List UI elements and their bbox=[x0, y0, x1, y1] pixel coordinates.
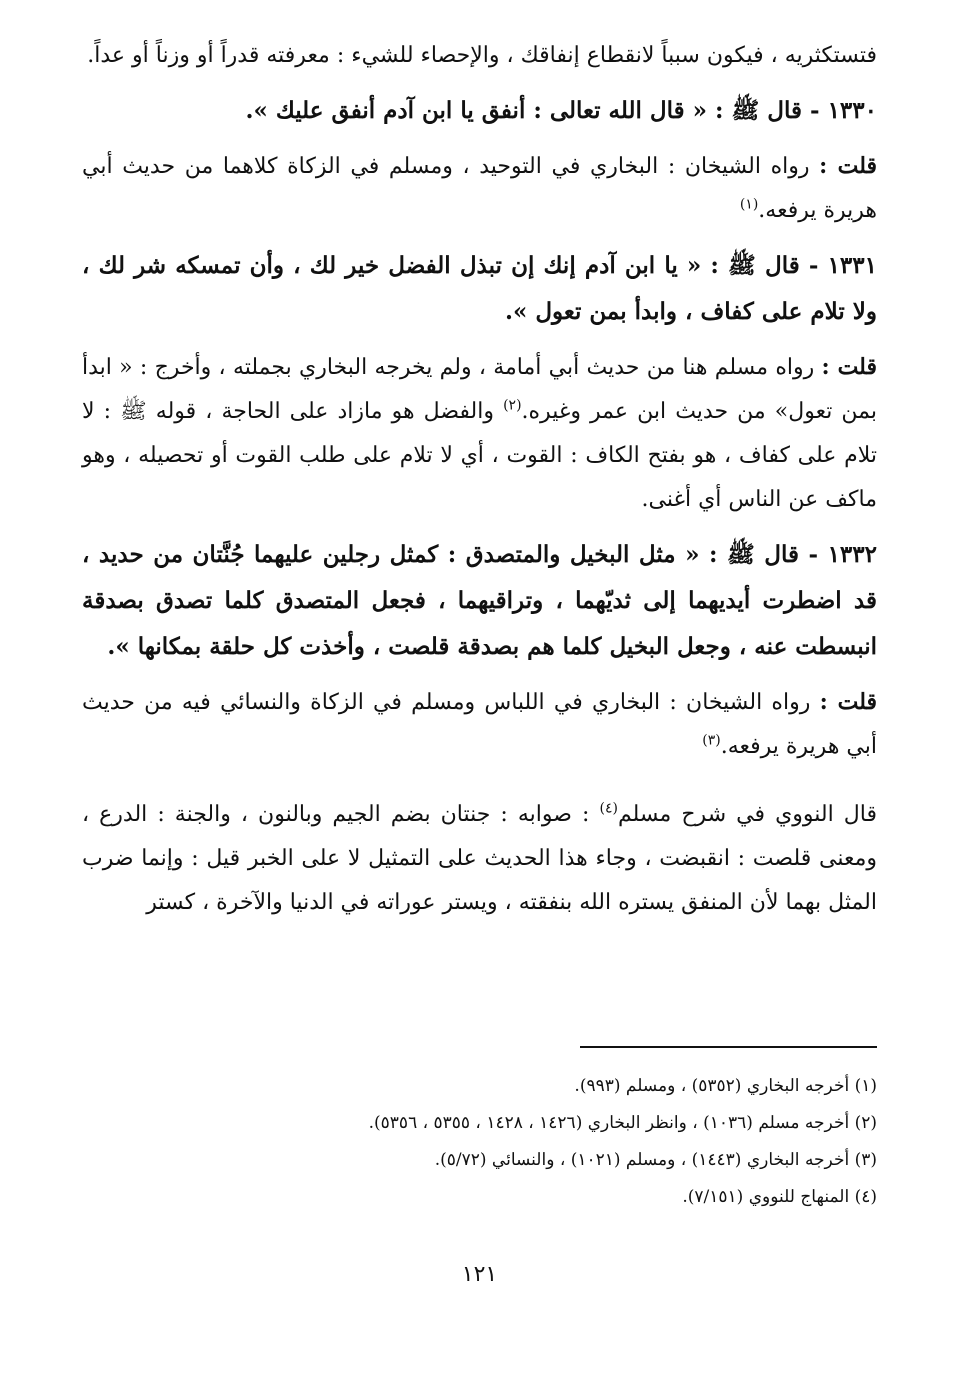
footnote-1: (١) أخرجه البخاري (٥٣٥٢) ، ومسلم (٩٩٣). bbox=[574, 1076, 877, 1096]
footnote-ref: (١) bbox=[739, 196, 759, 213]
commentary-3 bbox=[82, 680, 877, 769]
hadith-number: ١٣٣١ - bbox=[808, 252, 877, 279]
commentary-lead: قلت : bbox=[819, 153, 877, 179]
hadith-text: قال ﷺ : « قال الله تعالى : أنفق يا ابن آدم أنفق عليك ». bbox=[245, 97, 802, 124]
commentary-lead: قلت : bbox=[819, 689, 878, 715]
page-number: ١٢١ bbox=[461, 1262, 498, 1287]
nawawi-paragraph bbox=[82, 793, 877, 925]
footnotes bbox=[82, 1068, 877, 1216]
hadith-text: قال ﷺ : « يا ابن آدم إنك إن تبذل الفضل خير لك ، وأن تمسكه شر لك ، ولا تلام على كفاف ، وابدأ بمن تعول ». bbox=[82, 252, 877, 325]
hadith-1332 bbox=[82, 532, 877, 670]
main-text bbox=[82, 34, 877, 935]
commentary-lead: قلت : bbox=[821, 354, 877, 380]
hadith-1330 bbox=[82, 88, 877, 134]
intro-text: فتستكثريه ، فيكون سبباً لانقطاع إنفاقك ، والإحصاء للشيء : معرفته قدراً أو وزناً أو عداً. bbox=[87, 43, 877, 68]
footnote-divider bbox=[580, 1046, 877, 1048]
footnote-2: (٢) أخرجه مسلم (١٠٣٦) ، وانظر البخاري (١٤٢٦ ، ١٤٢٨ ، ٥٣٥٥ ، ٥٣٥٦). bbox=[368, 1113, 877, 1133]
commentary-text-continued: والفضل هو مازاد على الحاجة ، قوله ﷺ : لا تلام على كفاف ، هو بفتح الكاف : القوت ، أي لا تلام على طلب القوت أو تحصيله ، وهو ماكف عن الناس أي أغنى. bbox=[82, 399, 877, 512]
paragraph-intro bbox=[82, 34, 877, 78]
hadith-number: ١٣٣٠ - bbox=[810, 97, 877, 124]
nawawi-text-continued: : صوابه : جنتان بضم الجيم وبالنون ، والجنة : الدرع ، ومعنى قلصت : انقبضت ، وجاء هذا الحديث على التمثيل لا على الخبر قيل : وإنما ضرب المثل بهما لأن المنفق يستره الله بنفقته ، ويستر عوراته في الدنيا والآخرة ، كستر bbox=[82, 802, 877, 915]
footnote-3: (٣) أخرجه البخاري (١٤٤٣) ، ومسلم (١٠٢١) ، والنسائي (٥/٧٢). bbox=[434, 1150, 877, 1170]
commentary-text: رواه الشيخان : البخاري في اللباس ومسلم في الزكاة والنسائي فيه من حديث أبي هريرة يرفعه. bbox=[82, 690, 877, 759]
paragraph-gap bbox=[82, 779, 877, 793]
commentary-2 bbox=[82, 345, 877, 522]
hadith-number: ١٣٣٢ - bbox=[808, 541, 877, 568]
commentary-1 bbox=[82, 144, 877, 233]
nawawi-text: قال النووي في شرح مسلم bbox=[617, 802, 877, 827]
footnote-4: (٤) المنهاج للنووي (٧/١٥١). bbox=[682, 1187, 877, 1207]
hadith-text: قال ﷺ : « مثل البخيل والمتصدق : كمثل رجلين عليهما جُنَّتان من حديد ، قد اضطرت أيديهما إلى ثديّهما ، وتراقيهما ، فجعل المتصدق كلما تصدق بصدقة انبسطت عنه ، وجعل البخيل كلما هم بصدقة قلصت ، وأخذت كل حلقة بمكانها ». bbox=[82, 541, 877, 660]
footnote-ref: (٣) bbox=[702, 732, 721, 749]
footnote-ref: (٢) bbox=[503, 397, 522, 414]
commentary-text: رواه الشيخان : البخاري في التوحيد ، ومسلم في الزكاة كلاهما من حديث أبي هريرة يرفعه. bbox=[82, 154, 877, 223]
hadith-1331 bbox=[82, 243, 877, 335]
commentary-text: رواه مسلم هنا من حديث أبي أمامة ، ولم يخرجه البخاري بجملته ، وأخرج : « ابدأ بمن تعول» من حديث ابن عمر وغيره. bbox=[82, 355, 877, 424]
footnote-ref: (٤) bbox=[599, 800, 618, 817]
